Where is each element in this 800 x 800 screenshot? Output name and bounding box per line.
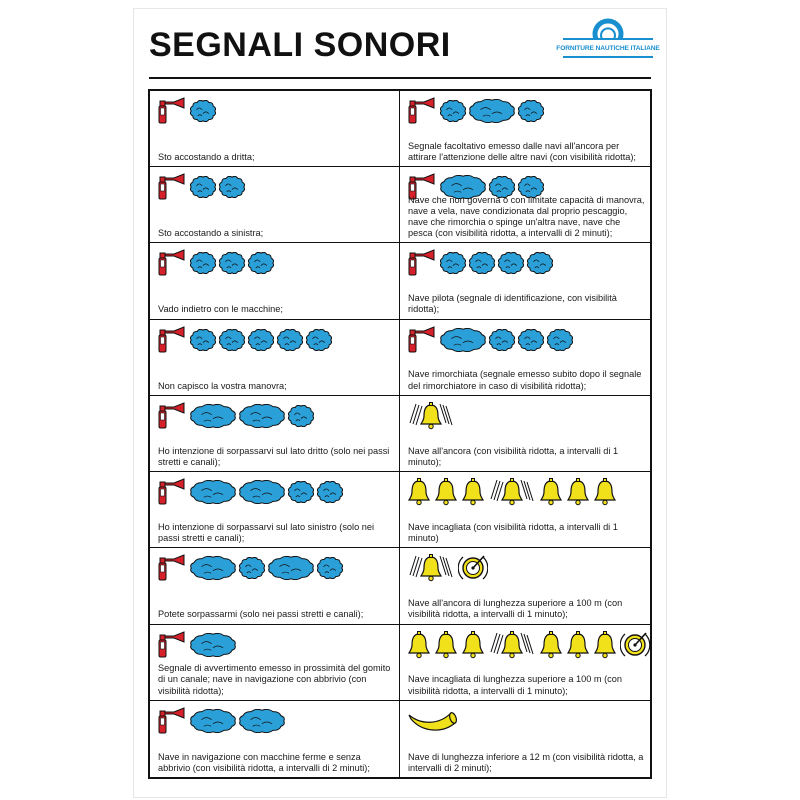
short-blast-icon [277,329,303,351]
fog-horn-icon [407,709,459,733]
signal-caption: Nave in navigazione con macchine ferme e senza abbrivio (con visibilità ridotta, a intervalli di 2 minuti); [158,751,370,773]
short-blast-icon [527,252,553,274]
signal-icons [407,248,647,278]
signal-caption: Vado indietro con le macchine; [158,304,283,315]
short-blast-icon [219,329,245,351]
signal-caption: Nave rimorchiata (segnale emesso subito dopo il segnale del rimorchiatore in caso di visibilità ridotta); [408,369,642,391]
signal-caption: Nave incagliata di lunghezza superiore a 100 m (con visibilità ridotta, a intervalli di 1 minuto); [408,674,622,696]
air-horn-icon [157,631,187,659]
air-horn-icon [407,97,437,125]
signal-cell [400,548,650,624]
signal-icons [157,706,396,736]
long-blast-icon [469,99,515,123]
air-horn-icon [157,97,187,125]
short-blast-icon [248,252,274,274]
signal-caption: Non capisco la vostra manovra; [158,380,287,391]
air-horn-icon [157,173,187,201]
signal-icons [157,553,396,583]
short-blast-icon [317,481,343,503]
air-horn-icon [407,326,437,354]
signal-cell [150,167,400,243]
signal-icons [407,706,647,736]
short-blast-icon [239,557,265,579]
air-horn-icon [407,249,437,277]
long-blast-icon [239,404,285,428]
signal-icons [407,477,647,507]
long-blast-icon [239,709,285,733]
signal-caption: Nave all'ancora di lunghezza superiore a 100 m (con visibilità ridotta, a intervalli di 1 minuto); [408,598,623,620]
signal-caption: Sto accostando a dritta; [158,152,255,163]
short-blast-icon [288,481,314,503]
bell-icon [566,478,590,506]
short-blast-icon [219,176,245,198]
short-blast-icon [190,100,216,122]
signal-cell [400,701,650,777]
page-title: SEGNALI SONORI [149,26,451,64]
signals-table [148,89,652,779]
signal-icons [157,630,396,660]
signal-cell [150,548,400,624]
short-blast-icon [190,176,216,198]
short-blast-icon [219,252,245,274]
rapid-bell-icon [407,553,455,583]
signal-icons [407,325,647,355]
signal-cell [150,625,400,701]
long-blast-icon [239,480,285,504]
signal-caption: Nave di lunghezza inferiore a 12 m (con visibilità ridotta, a intervalli di 2 minuti); [408,751,644,773]
title-divider [149,77,651,79]
signal-icons [157,96,396,126]
air-horn-icon [157,249,187,277]
bell-icon [461,478,485,506]
short-blast-icon [498,252,524,274]
short-blast-icon [469,252,495,274]
bell-icon [461,631,485,659]
signal-icons [157,172,396,202]
air-horn-icon [157,478,187,506]
signal-caption: Ho intenzione di sorpassarvi sul lato dritto (solo nei passi stretti e canali); [158,445,390,467]
long-blast-icon [190,404,236,428]
signal-cell [400,625,650,701]
signal-cell [150,243,400,319]
signal-icons [407,630,647,660]
long-blast-icon [190,709,236,733]
rapid-bell-icon [407,401,455,431]
long-blast-icon [190,633,236,657]
signal-cell [400,396,650,472]
signal-icons [157,325,396,355]
air-horn-icon [157,402,187,430]
signal-caption: Sto accostando a sinistra; [158,228,264,239]
signal-caption: Nave che non governa o con limitate capacità di manovra, nave a vela, nave condizionata dal proprio pescaggio, nave che rimorchia o spinge un'altra nave, nave che pesca (con visibilità ridotta, a intervalli di 2 minuti); [408,194,645,239]
short-blast-icon [547,329,573,351]
short-blast-icon [518,329,544,351]
signal-caption: Segnale di avvertimento emesso in prossimità del gomito di un canale; nave in navigazione con abbrivio (con visibilità ridotta); [158,663,391,696]
bell-icon [407,478,431,506]
bell-icon [593,478,617,506]
signal-icons [157,248,396,278]
short-blast-icon [248,329,274,351]
signal-caption: Nave pilota (segnale di identificazione, con visibilità ridotta); [408,293,617,315]
signal-cell [400,243,650,319]
short-blast-icon [306,329,332,351]
signal-cell [150,701,400,777]
short-blast-icon [288,405,314,427]
air-horn-icon [157,554,187,582]
long-blast-icon [190,480,236,504]
short-blast-icon [440,252,466,274]
signal-cell [150,320,400,396]
lifebuoy-logo-icon [563,14,653,40]
signal-caption: Ho intenzione di sorpassarvi sul lato sinistro (solo nei passi stretti e canali); [158,521,375,544]
signal-icons [407,401,647,431]
bell-icon [593,631,617,659]
rapid-bell-icon [488,477,536,507]
short-blast-icon [190,329,216,351]
signal-caption: Segnale facoltativo emesso dalle navi all'ancora per attirare l'attenzione delle altre navi (con visibilità ridotta); [408,140,636,163]
bell-icon [539,478,563,506]
long-blast-icon [268,556,314,580]
bell-icon [434,631,458,659]
bell-icon [539,631,563,659]
air-horn-icon [157,707,187,735]
signal-cell [400,320,650,396]
short-blast-icon [489,329,515,351]
short-blast-icon [518,100,544,122]
signal-icons [157,401,396,431]
signal-icons [407,553,647,583]
short-blast-icon [317,557,343,579]
signal-caption: Potete sorpassarmi (solo nei passi stretti e canali); [158,609,364,620]
signal-icons [157,477,396,507]
signal-cell [150,472,400,548]
bell-icon [407,631,431,659]
short-blast-icon [440,100,466,122]
signal-caption: Nave all'ancora (con visibilità ridotta, a intervalli di 1 minuto); [408,445,619,467]
signal-icons [407,96,647,126]
signal-cell [400,167,650,243]
gong-icon [458,553,488,583]
signal-caption: Nave incagliata (con visibilità ridotta, a intervalli di 1 minuto) [408,521,618,544]
bell-icon [566,631,590,659]
air-horn-icon [157,326,187,354]
gong-icon [620,630,650,660]
rapid-bell-icon [488,630,536,660]
brand-logo [556,14,660,66]
signal-cell [400,472,650,548]
short-blast-icon [190,252,216,274]
signal-cell [400,91,650,167]
long-blast-icon [440,328,486,352]
signal-cell [150,396,400,472]
bell-icon [434,478,458,506]
signal-cell [150,91,400,167]
long-blast-icon [190,556,236,580]
brand-banner [556,38,660,58]
brand-name: FORNITURE NAUTICHE ITALIANE [556,44,660,52]
